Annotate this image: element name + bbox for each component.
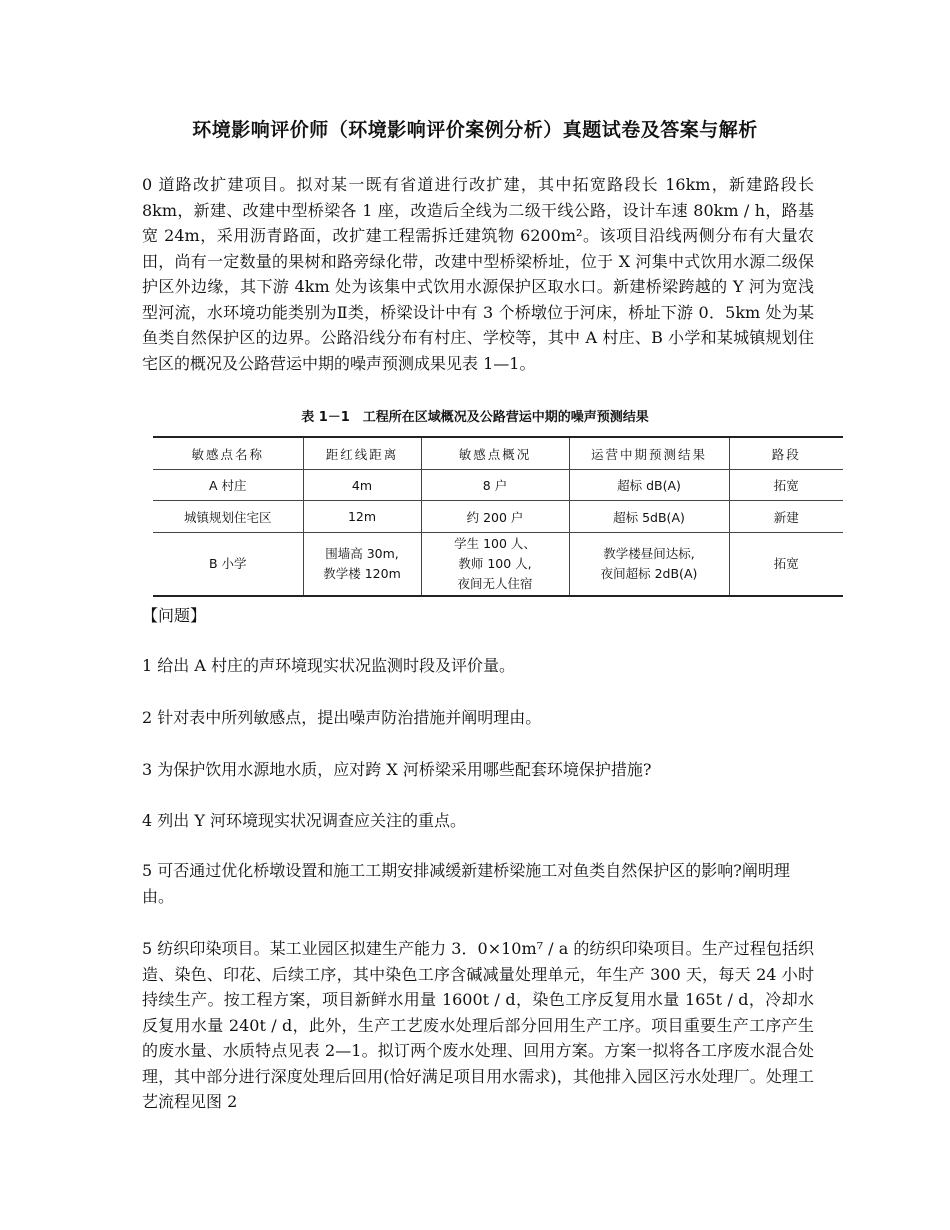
result-line: 教学楼昼间达标, — [603, 546, 695, 561]
table-header-row — [153, 437, 843, 470]
table-row — [153, 470, 843, 501]
question-item: 2 针对表中所列敏感点，提出噪声防治措施并阐明理由。 — [142, 708, 542, 727]
distance-line: 教学楼 120m — [323, 566, 401, 581]
section-cell: 拓宽 — [729, 533, 843, 597]
sensitive-point-name: B 小学 — [153, 533, 303, 597]
overview-cell — [421, 501, 569, 533]
result-line: 超标 dB(A) — [617, 478, 681, 493]
distance-line: 围墙高 30m, — [325, 546, 399, 561]
overview-line: 约 200 户 — [466, 509, 524, 525]
distance-cell — [303, 470, 421, 501]
overview-line: 学生 100 人、 — [454, 536, 536, 551]
overview-cell — [421, 470, 569, 501]
question-item: 1 给出 A 村庄的声环境现实状况监测时段及评价量。 — [142, 656, 515, 675]
overview-line: 8 户 — [482, 478, 508, 493]
noise-prediction-table — [153, 436, 843, 597]
result-cell — [569, 501, 729, 533]
questions-heading: 【问题】 — [142, 606, 207, 625]
intro-paragraph: 0 道路改扩建项目。拟对某一既有省道进行改扩建，其中拓宽路段长 16km，新建路段长 8km，新建、改建中型桥梁各 1 座，改造后全线为二级干线公路，设计车速 80km / h，路基宽 24m，采用沥青路面，改扩建工程需拆迁建筑物 6200m²。该项目沿线两侧分布有大量农田，尚有一定数量的果树和路旁绿化带，改建中型桥梁桥址，位于 X 河集中式饮用水源二级保护区外边缘，其下游 4km 处为该集中式饮用水源保护区取水口。新建桥梁跨越的 Y 河为宽浅型河流，水环境功能类别为Ⅱ类，桥梁设计中有 3 个桥墩位于河床，桥址下游 0．5km 处为某鱼类自然保护区的边界。公路沿线分布有村庄、学校等，其中 A 村庄、B 小学和某城镇规划住宅区的概况及公路营运中期的噪声预测成果见表 1—1。 — [142, 175, 814, 373]
column-header: 运营中期预测结果 — [569, 437, 729, 470]
column-header: 敏感点概况 — [421, 437, 569, 470]
distance-line: 12m — [347, 509, 377, 524]
table-caption: 表 1－1 工程所在区域概况及公路营运中期的噪声预测结果 — [301, 410, 649, 425]
distance-cell — [303, 501, 421, 533]
table-row — [153, 533, 843, 597]
overview-line: 教师 100 人, — [458, 556, 532, 571]
distance-cell — [303, 533, 421, 597]
overview-line: 夜间无人住宿 — [457, 576, 533, 591]
section-cell: 新建 — [729, 501, 843, 533]
sensitive-point-name: A 村庄 — [153, 470, 303, 501]
result-line: 夜间超标 2dB(A) — [600, 566, 698, 581]
table-row — [153, 501, 843, 533]
page-title: 环境影响评价师（环境影响评价案例分析）真题试卷及答案与解析 — [192, 119, 758, 141]
column-header: 敏感点名称 — [153, 437, 303, 470]
column-header: 路段 — [729, 437, 843, 470]
sensitive-point-name: 城镇规划住宅区 — [153, 501, 303, 533]
result-cell — [569, 533, 729, 597]
result-cell — [569, 470, 729, 501]
result-line: 超标 5dB(A) — [613, 509, 685, 525]
column-header: 距红线距离 — [303, 437, 421, 470]
question-item: 3 为保护饮用水源地水质，应对跨 X 河桥梁采用哪些配套环境保护措施? — [142, 760, 652, 779]
question-item: 5 可否通过优化桥墩设置和施工工期安排减缓新建桥梁施工对鱼类自然保护区的影响?阐明理由。 — [142, 861, 790, 906]
textile-project-paragraph: 5 纺织印染项目。某工业园区拟建生产能力 3．0×10m⁷ / a 的纺织印染项目。生产过程包括织造、染色、印花、后续工序，其中染色工序含碱减量处理单元，年生产 300 天，每天 24 小时持续生产。按工程方案，项目新鲜水用量 1600t / d，染色工序反复用水量 165t / d，冷却水反复用水量 240t / d，此外，生产工艺废水处理后部分回用生产工序。项目重要生产工序产生的废水量、水质特点见表 2—1。拟订两个废水处理、回用方案。方案一拟将各工序废水混合处理，其中部分进行深度处理后回用(恰好满足项目用水需求)，其他排入园区污水处理厂。处理工艺流程见图 2 — [142, 939, 814, 1111]
distance-line: 4m — [351, 477, 373, 493]
overview-cell — [421, 533, 569, 597]
section-cell: 拓宽 — [729, 470, 843, 501]
question-item: 4 列出 Y 河环境现实状况调查应关注的重点。 — [142, 811, 467, 830]
